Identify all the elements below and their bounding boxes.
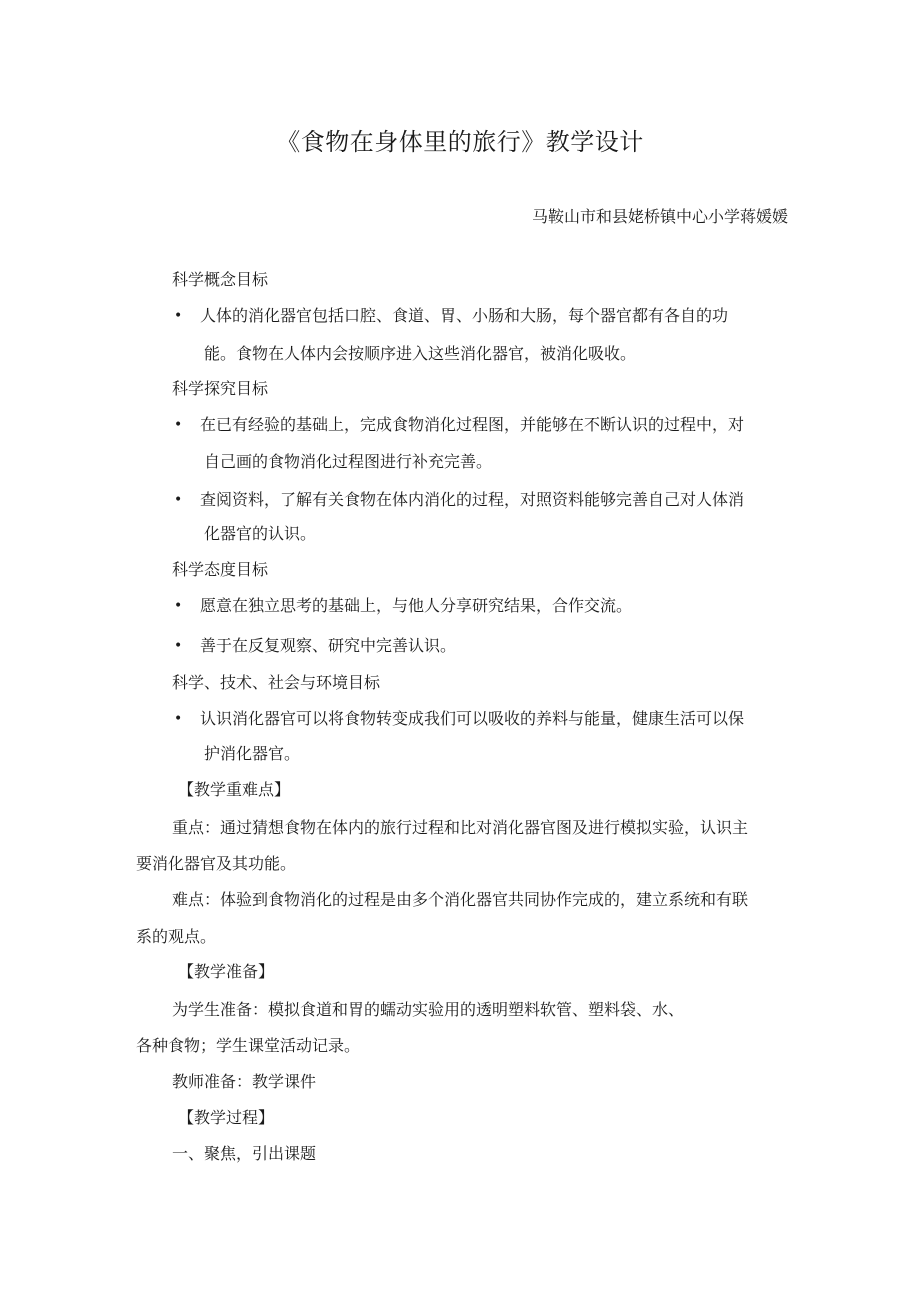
bullet-icon: • [174,417,183,433]
concept-goal-heading: 科学概念目标 [172,270,269,289]
inquiry-goal-heading: 科学探究目标 [172,379,269,398]
bullet-icon: • [174,308,183,324]
concept-goal-item-line2: 能。食物在人体内会按顺序进入这些消化器官，被消化吸收。 [204,344,637,363]
preparation-heading: 【教学准备】 [178,962,275,981]
bullet-icon: • [174,711,183,727]
author-line: 马鞍山市和县姥桥镇中心小学蒋媛媛 [531,207,788,226]
stse-goal-heading: 科学、技术、社会与环境目标 [172,673,381,692]
key-points-heading: 【教学重难点】 [178,780,291,799]
difficulty-line2: 系的观点。 [136,927,217,946]
teacher-preparation: 教师准备：教学课件 [172,1072,317,1091]
inquiry-goal-item1-line1: 在已有经验的基础上，完成食物消化过程图，并能够在不断认识的过程中，对 [200,415,745,434]
student-preparation-line2: 各种食物；学生课堂活动记录。 [136,1036,361,1055]
difficulty-line1: 难点：体验到食物消化的过程是由多个消化器官共同协作完成的，建立系统和有联 [172,890,749,909]
inquiry-goal-item2-line2: 化器官的认识。 [204,524,317,543]
key-point-line1: 重点：通过猜想食物在体内的旅行过程和比对消化器官图及进行模拟实验，认识主 [172,818,749,837]
process-heading: 【教学过程】 [178,1108,275,1127]
document-title: 《食物在身体里的旅行》教学设计 [276,128,644,156]
inquiry-goal-item1-line2: 自己画的食物消化过程图进行补充完善。 [204,452,493,471]
bullet-icon: • [174,492,183,508]
attitude-goal-item1: 愿意在独立思考的基础上，与他人分享研究结果，合作交流。 [200,596,633,615]
student-preparation-line1: 为学生准备：模拟食道和胃的蠕动实验用的透明塑料软管、塑料袋、水、 [172,1000,685,1019]
attitude-goal-heading: 科学态度目标 [172,560,269,579]
inquiry-goal-item2-line1: 查阅资料，了解有关食物在体内消化的过程，对照资料能够完善自己对人体消 [200,490,745,509]
key-point-line2: 要消化器官及其功能。 [136,854,297,873]
stse-goal-item-line1: 认识消化器官可以将食物转变成我们可以吸收的养料与能量，健康生活可以保 [200,709,745,728]
bullet-icon: • [174,638,183,654]
concept-goal-item-line1: 人体的消化器官包括口腔、食道、胃、小肠和大肠，每个器官都有各自的功 [200,306,729,325]
stse-goal-item-line2: 护消化器官。 [204,744,301,763]
process-step-1: 一、聚焦，引出课题 [172,1144,317,1163]
attitude-goal-item2: 善于在反复观察、研究中完善认识。 [200,636,457,655]
bullet-icon: • [174,598,183,614]
